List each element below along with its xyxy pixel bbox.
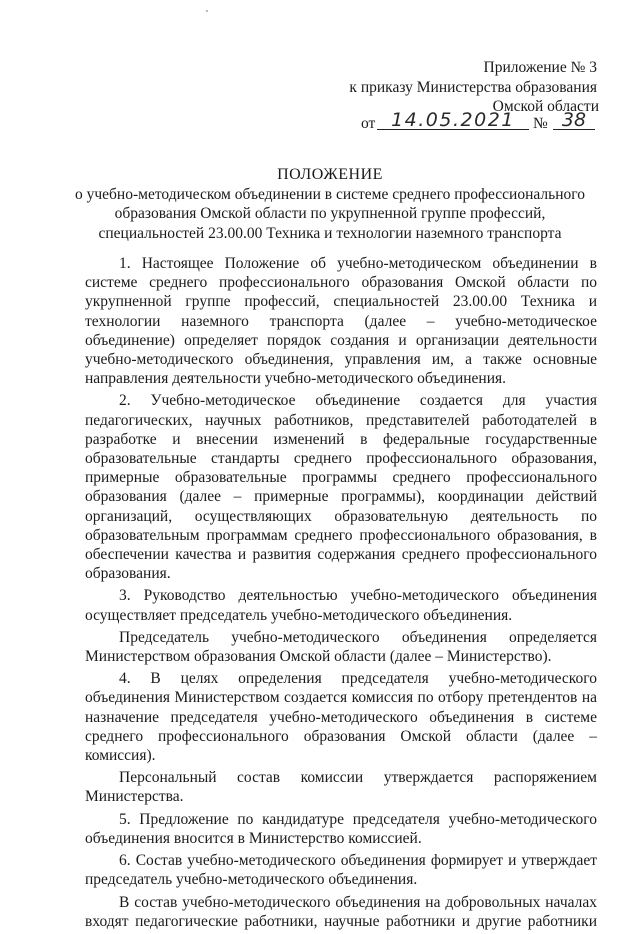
paragraph-1: 1. Настоящее Положение об учебно-методическом объединении в системе среднего профессионального образования Омской области по укрупненной группе профессий, специальностей 23.00.00 Техника и технологии наземного транспорта (далее – учебно-методическое объединение) определяет порядок создания и организации деятельности учебно-методического объединения, управления им, а также основные направления деятельности учебно-методического объединения. xyxy=(85,255,597,388)
paragraph-4: 4. В целях определения председателя учебно-методического объединения Министерством создается комиссия по отбору претендентов на назначение председателя учебно-методического объединения в системе среднего профессионального образования Омской области (далее – комиссия). xyxy=(85,670,597,765)
paragraph-6-members: В состав учебно-методического объединения на добровольных началах входят педагогические работники, научные работники и другие работники xyxy=(85,893,597,930)
document-subtitle-line-1: о учебно-методическом объединении в системе среднего профессионального xyxy=(75,185,585,203)
appendix-header xyxy=(349,58,597,117)
paragraph-3-chair: Председатель учебно-методического объединения определяется Министерством образования Омской области (далее – Министерство). xyxy=(85,628,597,666)
scan-speck xyxy=(206,10,208,12)
paragraph-6: 6. Состав учебно-методического объединения формирует и утверждает председатель учебно-методического объединения. xyxy=(85,852,597,889)
document-title: ПОЛОЖЕНИЕ xyxy=(277,166,383,183)
paragraph-5: 5. Предложение по кандидатуре председателя учебно-методического объединения вносится в Министерство комиссией. xyxy=(85,810,597,847)
order-number-handwritten: 38 xyxy=(553,109,595,130)
appendix-region: Омской области xyxy=(492,98,599,115)
appendix-number: Приложение № 3 xyxy=(483,59,597,76)
document-heading xyxy=(60,165,600,243)
order-date-handwritten: 14.05.2021 xyxy=(377,109,529,130)
appendix-order-ref: к приказу Министерства образования xyxy=(349,78,597,96)
order-from-label: от xyxy=(361,115,376,132)
document-body xyxy=(85,254,597,934)
paragraph-3: 3. Руководство деятельностью учебно-методического объединения осуществляет председатель учебно-методического объединения. xyxy=(85,587,597,624)
paragraph-4-staff: Персональный состав комиссии утверждается распоряжением Министерства. xyxy=(85,769,597,806)
paragraph-2: 2. Учебно-методическое объединение создается для участия педагогических, научных работников, представителей работодателей в разработке и внесении изменений в федеральные государственные образовательные стандарты среднего профессионального образования, примерные образовательные программы среднего профессионального образования (далее – примерные программы), координации действий организаций, осуществляющих образовательную деятельность по образовательным программам среднего профессионального образования, в обеспечении качества и развития содержания среднего профессионального образования. xyxy=(85,392,597,583)
document-subtitle-line-3: специальностей 23.00.00 Техника и технологии наземного транспорта xyxy=(98,224,562,242)
order-date-number xyxy=(361,109,597,137)
order-number-label: № xyxy=(533,115,548,132)
document-subtitle-line-2: образования Омской области по укрупненной группе профессий, xyxy=(114,205,546,222)
